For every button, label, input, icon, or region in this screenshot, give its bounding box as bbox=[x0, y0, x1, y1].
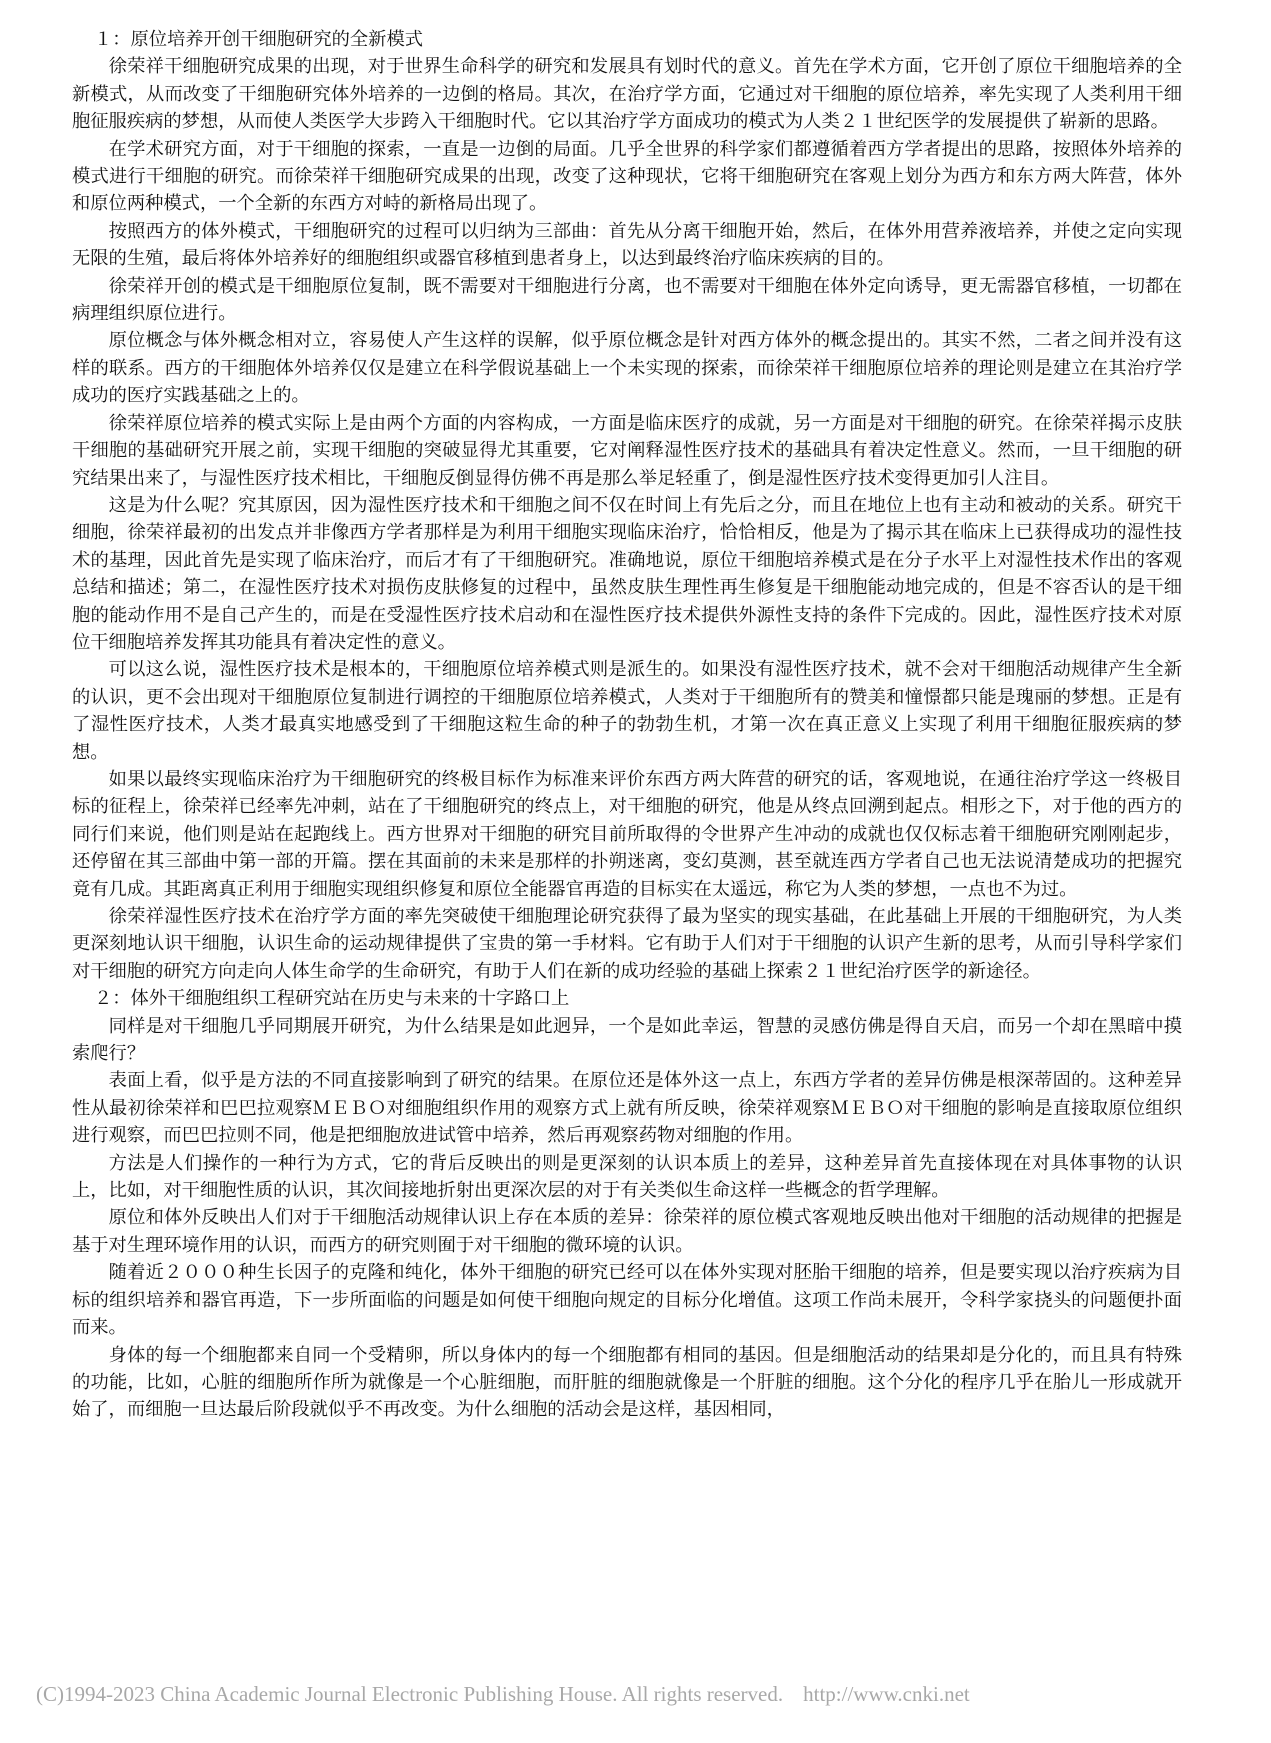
paragraph: 徐荣祥原位培养的模式实际上是由两个方面的内容构成，一方面是临床医疗的成就，另一方面是对干细胞的研究。在徐荣祥揭示皮肤干细胞的基础研究开展之前，实现干细胞的突破显得尤其重要，它对阐释湿性医疗技术的基础具有着决定性意义。然而，一旦干细胞的研究结果出来了，与湿性医疗技术相比，干细胞反倒显得仿佛不再是那么举足轻重了，倒是湿性医疗技术变得更加引人注目。 bbox=[72, 412, 1182, 489]
footer-url-link[interactable]: http://www.cnki.net bbox=[803, 1682, 970, 1706]
paragraph: 徐荣祥湿性医疗技术在治疗学方面的率先突破使干细胞理论研究获得了最为坚实的现实基础，在此基础上开展的干细胞研究，为人类更深刻地认识干细胞，认识生命的运动规律提供了宝贵的第一手材料。它有助于人们对于干细胞的认识产生新的思考，从而引导科学家们对干细胞的研究方向走向人体生命学的生命研究，有助于人们在新的成功经验的基础上探索２１世纪治疗医学的新途径。 bbox=[72, 906, 1182, 982]
paragraph: 徐荣祥开创的模式是干细胞原位复制，既不需要对干细胞进行分离，也不需要对干细胞在体外定向诱导，更无需器官移植，一切都在病理组织原位进行。 bbox=[72, 275, 1182, 325]
paragraph: 可以这么说，湿性医疗技术是根本的，干细胞原位培养模式则是派生的。如果没有湿性医疗技术，就不会对干细胞活动规律产生全新的认识，更不会出现对干细胞原位复制进行调控的干细胞原位培养模式，人类对于干细胞所有的赞美和憧憬都只能是瑰丽的梦想。正是有了湿性医疗技术，人类才最真实地感受到了干细胞这粒生命的种子的勃勃生机，才第一次在真正意义上实现了利用干细胞征服疾病的梦想。 bbox=[72, 659, 1182, 763]
paragraph: 在学术研究方面，对于干细胞的探索，一直是一边倒的局面。几乎全世界的科学家们都遵循着西方学者提出的思路，按照体外培养的模式进行干细胞的研究。而徐荣祥干细胞研究成果的出现，改变了这种现状，它将干细胞研究在客观上划分为西方和东方两大阵营，体外和原位两种模式，一个全新的东西方对峙的新格局出现了。 bbox=[72, 138, 1182, 215]
paragraph: 按照西方的体外模式，干细胞研究的过程可以归纳为三部曲：首先从分离干细胞开始，然后，在体外用营养液培养，并使之定向实现无限的生殖，最后将体外培养好的细胞组织或器官移植到患者身上，以达到最终治疗临床疾病的目的。 bbox=[72, 220, 1182, 270]
copyright-text: (C)1994-2023 China Academic Journal Electronic Publishing House. All rights reserved. bbox=[36, 1682, 784, 1706]
paragraph: 如果以最终实现临床治疗为干细胞研究的终极目标作为标准来评价东西方两大阵营的研究的话，客观地说，在通往治疗学这一终极目标的征程上，徐荣祥已经率先冲刺，站在了干细胞研究的终点上，对干细胞的研究，他是从终点回溯到起点。相形之下，对于他的西方的同行们来说，他们则是站在起跑线上。西方世界对干细胞的研究目前所取得的令世界产生冲动的成就也仅仅标志着干细胞研究刚刚起步，还停留在其三部曲中第一部的开篇。摆在其面前的未来是那样的扑朔迷离，变幻莫测，甚至就连西方学者自己也无法说清楚成功的把握究竟有几成。其距离真正利用于细胞实现组织修复和原位全能器官再造的目标实在太遥远，称它为人类的梦想，一点也不为过。 bbox=[72, 768, 1182, 900]
paragraph: 徐荣祥干细胞研究成果的出现，对于世界生命科学的研究和发展具有划时代的意义。首先在学术方面，它开创了原位干细胞培养的全新模式，从而改变了干细胞研究体外培养的一边倒的格局。其次，在治疗学方面，它通过对干细胞的原位培养，率先实现了人类利用干细胞征服疾病的梦想，从而使人类医学大步跨入干细胞时代。它以其治疗学方面成功的模式为人类２１世纪医学的发展提供了崭新的思路。 bbox=[72, 56, 1182, 133]
article-body bbox=[72, 26, 1182, 1424]
paragraph: 这是为什么呢？究其原因，因为湿性医疗技术和干细胞之间不仅在时间上有先后之分，而且在地位上也有主动和被动的关系。研究干细胞，徐荣祥最初的出发点并非像西方学者那样是为利用干细胞实现临床治疗，恰恰相反，他是为了揭示其在临床上已获得成功的湿性技术的基理，因此首先是实现了临床治疗，而后才有了干细胞研究。准确地说，原位干细胞培养模式是在分子水平上对湿性技术作出的客观总结和描述；第二，在湿性医疗技术对损伤皮肤修复的过程中，虽然皮肤生理性再生修复是干细胞能动地完成的，但是不容否认的是干细胞的能动作用不是自己产生的，而是在受湿性医疗技术启动和在湿性医疗技术提供外源性支持的条件下完成的。因此，湿性医疗技术对原位干细胞培养发挥其功能具有着决定性的意义。 bbox=[72, 494, 1182, 653]
section-2-heading: ２：体外干细胞组织工程研究站在历史与未来的十字路口上 bbox=[93, 988, 570, 1010]
section-1-heading: １：原位培养开创干细胞研究的全新模式 bbox=[93, 29, 424, 50]
paragraph: 随着近２０００种生长因子的克隆和纯化，体外干细胞的研究已经可以在体外实现对胚胎干细胞的培养，但是要实现以治疗疾病为目标的组织培养和器官再造，下一步所面临的问题是如何使干细胞向规定的目标分化增值。这项工作尚未展开，令科学家挠头的问题便扑面而来。 bbox=[72, 1262, 1182, 1339]
paragraph: 原位概念与体外概念相对立，容易使人产生这样的误解，似乎原位概念是针对西方体外的概念提出的。其实不然，二者之间并没有这样的联系。西方的干细胞体外培养仅仅是建立在科学假说基础上一个未实现的探索，而徐荣祥干细胞原位培养的理论则是建立在其治疗学成功的医疗实践基础之上的。 bbox=[72, 330, 1182, 407]
paragraph: 同样是对干细胞几乎同期展开研究，为什么结果是如此迥异，一个是如此幸运，智慧的灵感仿佛是得自天启，而另一个却在黑暗中摸索爬行？ bbox=[72, 1015, 1182, 1065]
copyright-footer bbox=[36, 1682, 1236, 1707]
paragraph: 方法是人们操作的一种行为方式，它的背后反映出的则是更深刻的认识本质上的差异，这种差异首先直接体现在对具体事物的认识上，比如，对干细胞性质的认识，其次间接地折射出更深次层的对于有关类似生命这样一些概念的哲学理解。 bbox=[72, 1152, 1182, 1202]
paragraph: 身体的每一个细胞都来自同一个受精卵，所以身体内的每一个细胞都有相同的基因。但是细胞活动的结果却是分化的，而且具有特殊的功能，比如，心脏的细胞所作所为就像是一个心脏细胞，而肝脏的细胞就像是一个肝脏的细胞。这个分化的程序几乎在胎儿一形成就开始了，而细胞一旦达最后阶段就似乎不再改变。为什么细胞的活动会是这样，基因相同， bbox=[72, 1344, 1182, 1421]
paragraph: 原位和体外反映出人们对于干细胞活动规律认识上存在本质的差异：徐荣祥的原位模式客观地反映出他对干细胞的活动规律的把握是基于对生理环境作用的认识，而西方的研究则囿于对干细胞的微环境的认识。 bbox=[72, 1207, 1182, 1256]
paragraph: 表面上看，似乎是方法的不同直接影响到了研究的结果。在原位还是体外这一点上，东西方学者的差异仿佛是根深蒂固的。这种差异性从最初徐荣祥和巴巴拉观察ＭＥＢＯ对细胞组织作用的观察方式上就有所反映，徐荣祥观察ＭＥＢＯ对干细胞的影响是直接取原位组织进行观察，而巴巴拉则不同，他是把细胞放进试管中培养，然后再观察药物对细胞的作用。 bbox=[72, 1070, 1182, 1147]
